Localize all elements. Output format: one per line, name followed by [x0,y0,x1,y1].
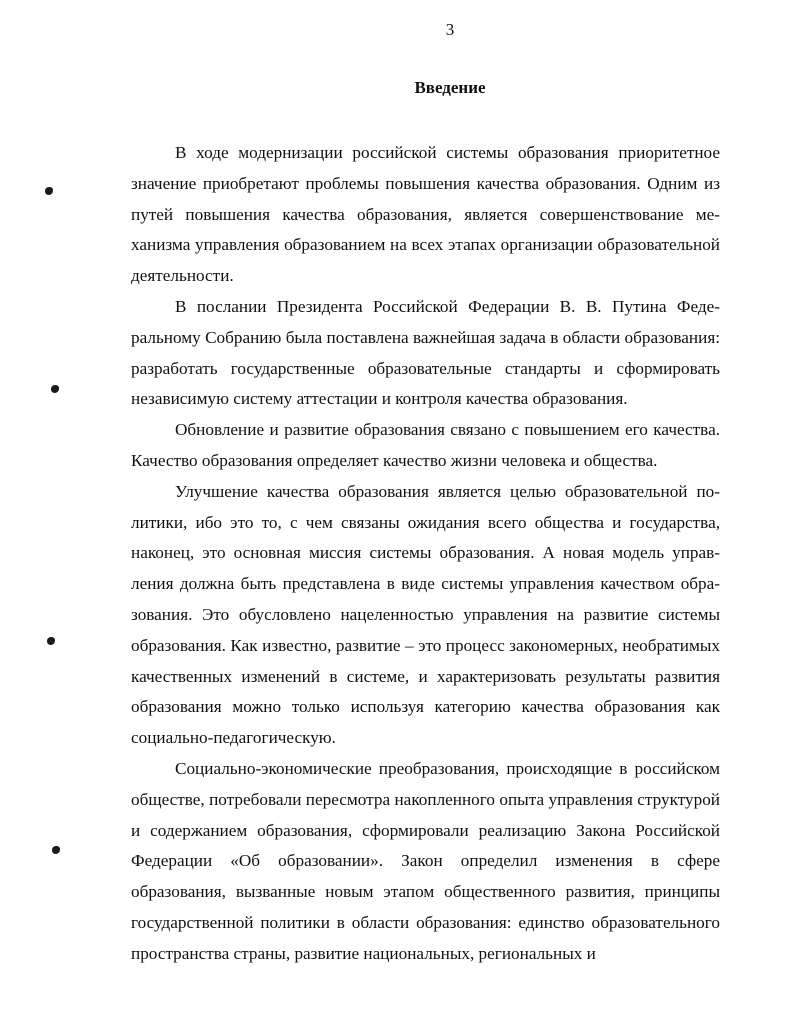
paragraph: Обновление и развитие образования связано с повышением его качества. Качество образования определяет качество жизни человека и общества. [131,420,720,470]
paragraph: Улучшение качества образования является целью образовательной политики, ибо это то, с чем связаны ожидания всего общества и государства, наконец, это основная миссия системы образования. А новая модель управления должна быть представлена в виде системы управления качеством образования. Это обусловлено нацеленностью управления на развитие системы образования. Как известно, развитие – это процесс закономерных, необратимых качественных изменений в системе, и характеризовать результаты развития образования можно только используя категорию качества образования как социально-педагогическую. [131,481,720,748]
paragraph: Социально-экономические преобразования, происходящие в российском обществе, потребовали пересмотра накопленного опыта управления структурой и содержанием образования, сформировали реализацию Закона Российской Федерации «Об образовании». Закон определил изменения в сфере образования, вызванные новым этапом общественного развития, принципы государственной политики в области образования: единство образовательного пространства страны, развитие национальных, региональных и [131,758,720,963]
paragraph: В послании Президента Российской Федерации В. В. Путина Федеральному Собранию была поставлена важнейшая задача в области образования: разработать государственные образовательные стандарты и сформировать независимую систему аттестации и контроля качества образования. [131,296,720,409]
margin-mark [45,187,53,195]
margin-mark [51,385,59,393]
margin-mark [47,637,55,645]
margin-mark [52,846,60,854]
page-heading: Введение [414,78,486,97]
body-text [131,138,720,970]
paragraph: В ходе модернизации российской системы образования приоритетное значение приобретают проблемы повышения качества образования. Одним из путей повышения качества образования, является совершенствование механизма управления образованием на всех этапах организации образовательной деятельности. [131,143,720,286]
page-number: 3 [445,20,455,39]
